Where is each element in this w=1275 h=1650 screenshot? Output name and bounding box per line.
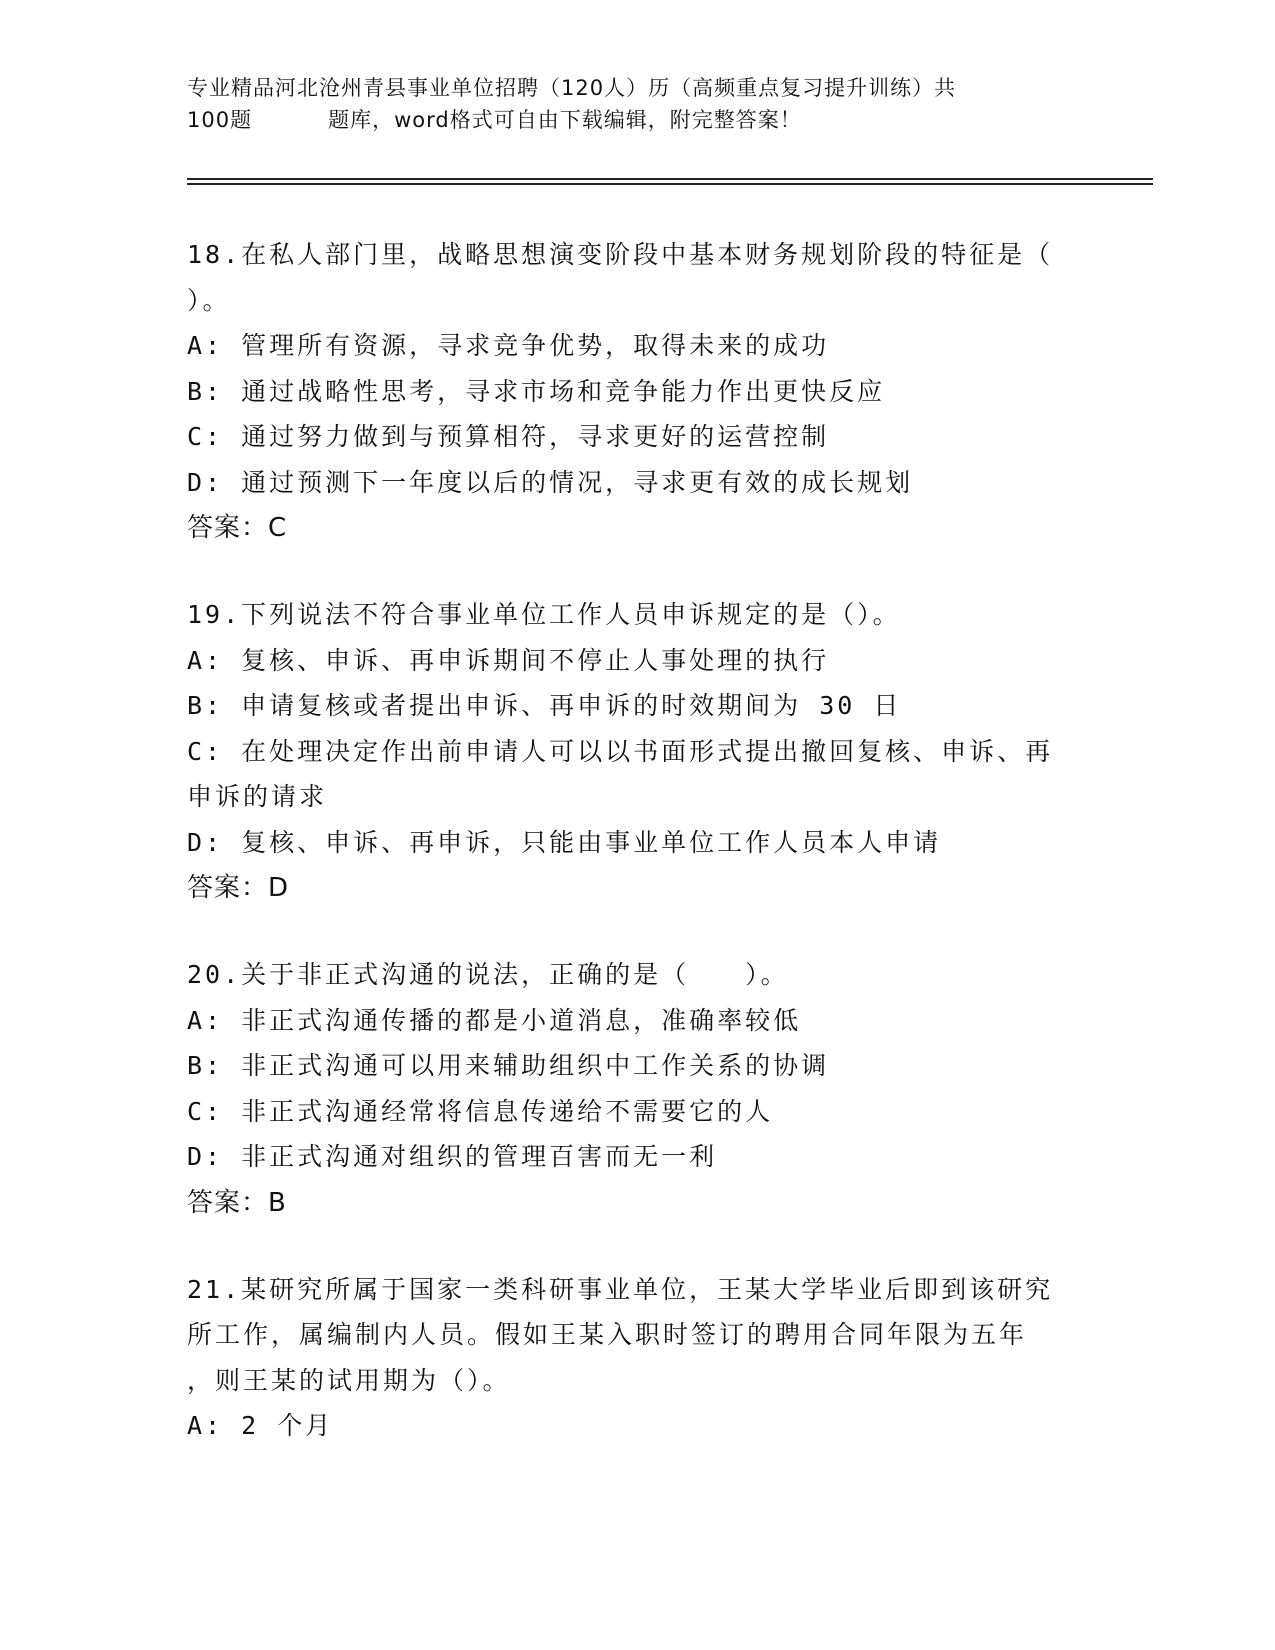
question-list bbox=[187, 232, 1087, 1490]
header-divider-bottom bbox=[187, 183, 1153, 185]
question-line: A: 管理所有资源，寻求竞争优势，取得未来的成功 bbox=[187, 331, 830, 360]
question-line: C: 通过努力做到与预算相符，寻求更好的运营控制 bbox=[187, 422, 830, 451]
question-block bbox=[187, 1267, 1087, 1449]
question-line: A: 非正式沟通传播的都是小道消息，准确率较低 bbox=[187, 1005, 802, 1035]
header-divider-top bbox=[187, 178, 1153, 180]
header-line-1: 专业精品河北沧州青县事业单位招聘（120人）历（高频重点复习提升训练）共 bbox=[187, 76, 957, 100]
question-stem: 21.某研究所属于国家一类科研事业单位，王某大学毕业后即到该研究 bbox=[187, 1274, 1054, 1304]
question-line: B: 通过战略性思考，寻求市场和竞争能力作出更快反应 bbox=[187, 376, 886, 406]
question-line: B: 非正式沟通可以用来辅助组织中工作关系的协调 bbox=[187, 1051, 830, 1080]
question-stem: 18.在私人部门里，战略思想演变阶段中基本财务规划阶段的特征是（ bbox=[187, 240, 1054, 269]
answer-line: 答案：C bbox=[187, 513, 288, 543]
document-header bbox=[187, 72, 1087, 136]
question-block bbox=[187, 232, 1087, 551]
question-line: B: 申请复核或者提出申诉、再申诉的时效期间为 30 日 bbox=[187, 691, 902, 720]
question-block bbox=[187, 952, 1087, 1226]
question-line: ）。 bbox=[187, 285, 231, 315]
question-line: ，则王某的试用期为（）。 bbox=[187, 1365, 511, 1395]
header-description: 题库，word格式可自由下载编辑，附完整答案！ bbox=[328, 108, 802, 132]
question-block bbox=[187, 592, 1087, 911]
header-line-2 bbox=[187, 104, 1087, 136]
question-line: C: 在处理决定作出前申请人可以以书面形式提出撤回复核、申诉、再 bbox=[187, 736, 1054, 766]
answer-line: 答案：B bbox=[187, 1187, 287, 1218]
question-line: 所工作，属编制内人员。假如王某入职时签订的聘用合同年限为五年 bbox=[187, 1320, 1028, 1349]
answer-line: 答案：D bbox=[187, 873, 290, 903]
question-line: D: 复核、申诉、再申诉，只能由事业单位工作人员本人申请 bbox=[187, 827, 942, 857]
question-stem: 19.下列说法不符合事业单位工作人员申诉规定的是（）。 bbox=[187, 600, 901, 629]
question-line: D: 通过预测下一年度以后的情况，寻求更有效的成长规划 bbox=[187, 467, 914, 497]
question-line: A: 复核、申诉、再申诉期间不停止人事处理的执行 bbox=[187, 645, 830, 675]
question-line: C: 非正式沟通经常将信息传递给不需要它的人 bbox=[187, 1096, 774, 1126]
header-question-count: 100题 bbox=[187, 108, 253, 132]
question-line: A: 2 个月 bbox=[187, 1411, 334, 1440]
question-stem: 20.关于非正式沟通的说法，正确的是（ ）。 bbox=[187, 960, 789, 989]
question-line: D: 非正式沟通对组织的管理百害而无一利 bbox=[187, 1142, 718, 1171]
question-line: 申诉的请求 bbox=[187, 782, 328, 811]
